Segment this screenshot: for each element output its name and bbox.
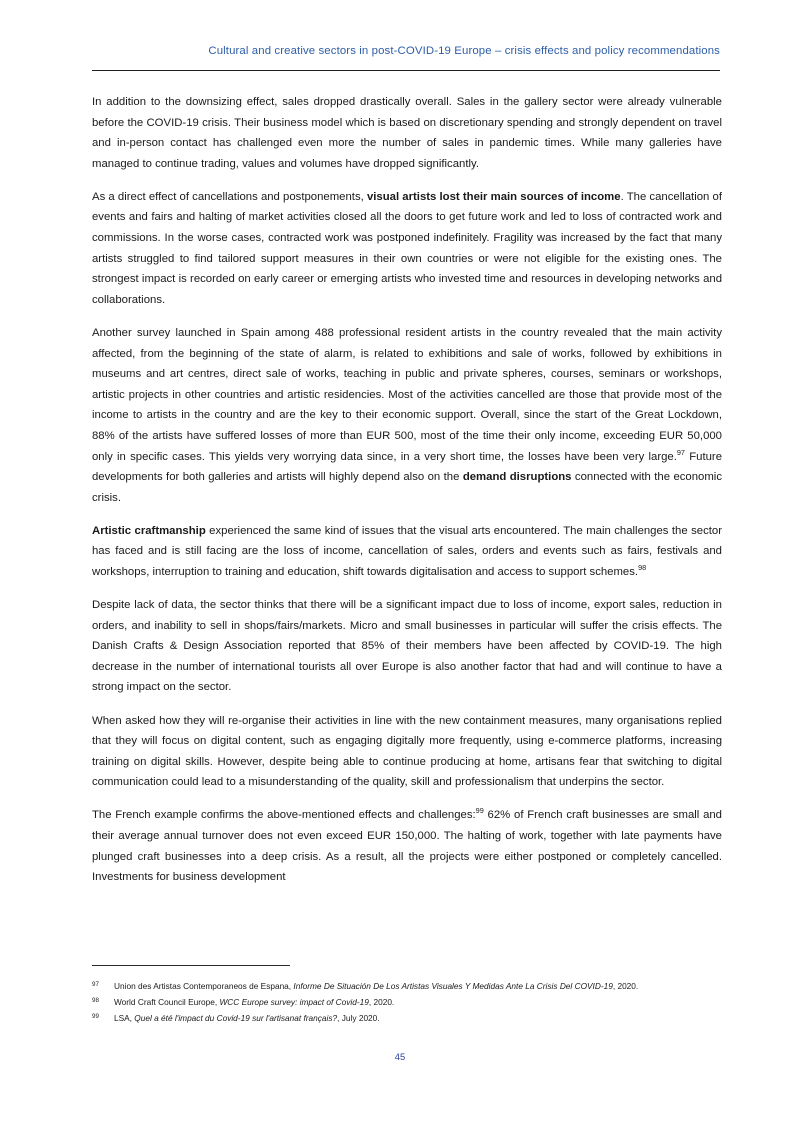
paragraph-7 [92, 805, 722, 887]
footnote-text [114, 980, 732, 994]
paragraph-3-text-b: Future developments for both galleries and artists will highly depend also on the [92, 450, 723, 484]
footnote-item [92, 1012, 732, 1027]
page-header [92, 44, 720, 71]
footnote-source: Union des Artistas Contemporaneos de Espana, [114, 981, 294, 991]
footnote-separator [92, 965, 290, 966]
paragraph-1 [92, 92, 722, 174]
footnote-date: , July 2020. [337, 1013, 380, 1024]
page-number: 45 [394, 1051, 406, 1062]
paragraph-4-text: experienced the same kind of issues that the visual arts encountered. The main challenges the sector has faced and is still facing are the loss of income, cancellation of sales, orders and events such as fairs, festivals and workshops, interruption to training and education, shift towards digitalisation and access to support schemes. [92, 524, 722, 578]
footnote-title: Informe De Situación De Los Artistas Visuales Y Medidas Ante La Crisis Del COVID-19 [293, 981, 613, 991]
footnote-text [114, 1012, 732, 1026]
footnote-date: , 2020. [612, 981, 639, 991]
paragraph-3-text-a: Another survey launched in Spain among 488 professional resident artists in the country revealed that the main activity affected, from the beginning of the state of alarm, is related to exhibitions and sale of works, followed by exhibitions in museums and art centres, direct sale of works, teaching in public and private spheres, courses, seminars or workshops, artistic projects in other countries and artistic residencies. Most of the activities cancelled are those that provide most of the income to artists in the country and are the key to their economic support. Overall, since the start of the Great Lockdown, 88% of the artists have suffered losses of more than EUR 500, most of the time their only income, exceeding EUR 50,000 only in specific cases. This yields very worrying data since, in a very short time, the losses have been very large. [92, 326, 722, 463]
page-body [92, 92, 722, 888]
header-divider [92, 70, 720, 71]
paragraph-2-emphasis: visual artists lost their main sources of income [366, 190, 621, 203]
paragraph-1-text: In addition to the downsizing effect, sales dropped drastically overall. Sales in the gallery sector were already vulnerable before the COVID-19 crisis. Their business model which is based on discretionary spending and strongly dependent on travel and in-person contact has challenged even more the number of sales in pandemic times. While many galleries have managed to continue trading, values and volumes have dropped significantly. [92, 96, 722, 170]
footnote-text [114, 996, 732, 1010]
footnote-item [92, 980, 732, 995]
paragraph-5-text: Despite lack of data, the sector thinks that there will be a significant impact due to loss of income, export sales, reduction in orders, and inability to sell in shops/fairs/markets. Micro and small businesses in particular will suffer the crisis effects. The Danish Crafts & Design Association reported that 85% of their members have been affected by COVID-19. The high decrease in the number of international tourists all over Europe is also another factor that had and will continue to have a strong impact on the sector. [92, 599, 722, 694]
running-header-title: Cultural and creative sectors in post-COVID-19 Europe – crisis effects and policy recommendations [208, 45, 720, 57]
paragraph-5 [92, 595, 722, 698]
paragraph-2-text-b: . The cancellation of events and fairs and halting of market activities closed all the doors to get future work and led to loss of contracted work and commissions. In the worse cases, contracted work was postponed indefinitely. Fragility was increased by the fact that many artists struggled to find tailored support measures in their own countries or were not eligible for the existing ones. The strongest impact is recorded on early career or emerging artists who invested time and resources in developing networks and collaborations. [92, 190, 722, 306]
footnote-number: 98 [92, 997, 99, 1005]
paragraph-3 [92, 323, 722, 508]
footnote-ref-99[interactable]: 99 [475, 806, 484, 816]
footnote-ref-97[interactable]: 97 [676, 447, 685, 457]
paragraph-6-text: When asked how they will re-organise their activities in line with the new containment measures, many organisations replied that they will focus on digital content, such as engaging digitally more frequently, using e-commerce platforms, increasing training on digital skills. However, despite being able to continue producing at home, artisans fear that switching to digital communication could lead to a misunderstanding of the quality, skill and professionalism that underpins the sector. [92, 714, 722, 789]
paragraph-4 [92, 521, 722, 583]
paragraph-7-text-b: 62% of French craft businesses are small and their average annual turnover does not even exceed EUR 150,000. The halting of work, together with late payments have plunged craft businesses into a deep crisis. As a result, all the projects were either postponed or completely cancelled. Investments for business development [92, 809, 722, 884]
paragraph-3-text-c: connected with the economic crisis. [92, 471, 722, 504]
paragraph-3-emphasis: demand disruptions [462, 471, 572, 484]
footnotes-section [92, 965, 732, 1028]
footnote-source: LSA, [114, 1013, 135, 1024]
footnote-source: World Craft Council Europe, [114, 997, 220, 1008]
paragraph-2-text-a: As a direct effect of cancellations and postponements, [92, 190, 367, 203]
footnote-item [92, 996, 732, 1011]
footnote-number: 99 [92, 1013, 99, 1021]
footnote-title: Quel a été l'impact du Covid-19 sur l'artisanat français? [134, 1013, 338, 1024]
footnote-list [92, 980, 732, 1027]
paragraph-6 [92, 711, 722, 793]
footnote-title: WCC Europe survey: impact of Covid-19 [219, 997, 369, 1008]
paragraph-4-emphasis: Artistic craftmanship [92, 524, 206, 537]
footnote-ref-98[interactable]: 98 [638, 563, 647, 573]
paragraph-7-text-a: The French example confirms the above-mentioned effects and challenges: [92, 809, 476, 822]
footnote-date: , 2020. [368, 997, 395, 1008]
paragraph-2 [92, 187, 722, 311]
footnote-number: 97 [92, 981, 99, 988]
